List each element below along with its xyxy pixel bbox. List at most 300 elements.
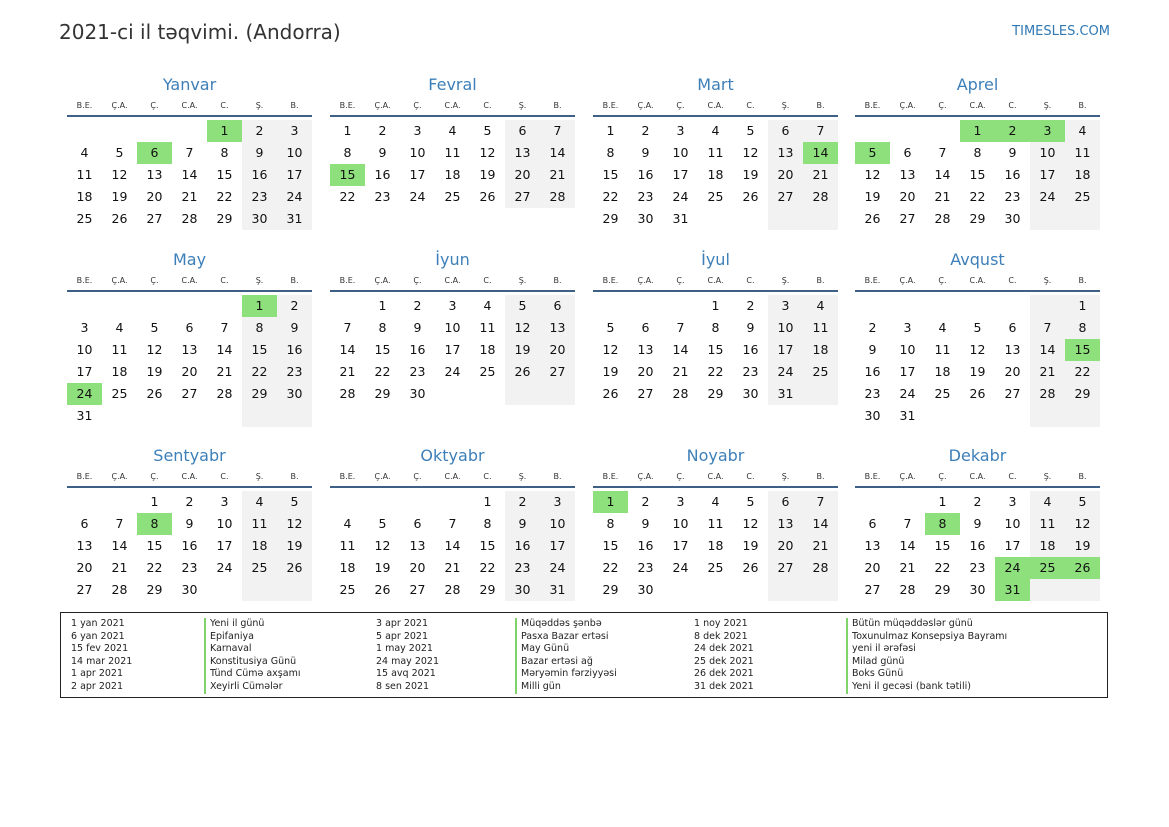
day-cell: 27 bbox=[146, 211, 163, 226]
day-cell: 11 bbox=[1065, 142, 1100, 164]
empty-cell bbox=[995, 295, 1030, 317]
day-cell: 4 bbox=[242, 491, 277, 513]
holiday-day-cell: 8 bbox=[137, 513, 172, 535]
day-cell: 10 bbox=[768, 317, 803, 339]
weekday-label: Ç.A. bbox=[111, 472, 128, 481]
day-cell: 27 bbox=[1004, 386, 1021, 401]
day-cell: 4 bbox=[80, 145, 89, 160]
day-cell: 26 bbox=[505, 361, 540, 383]
day-cell: 27 bbox=[899, 211, 916, 226]
month-name: Avqust bbox=[950, 250, 1005, 269]
empty-cell bbox=[960, 405, 995, 427]
weekday-label: B.E. bbox=[602, 276, 619, 285]
day-cell: 30 bbox=[637, 582, 654, 597]
empty-cell bbox=[663, 295, 698, 317]
day-cell: 2 bbox=[868, 320, 877, 335]
weekday-label: Ç. bbox=[150, 101, 159, 110]
day-cell: 8 bbox=[711, 320, 720, 335]
weekday-header bbox=[593, 97, 838, 117]
day-cell: 16 bbox=[1004, 167, 1021, 182]
day-cell: 14 bbox=[803, 513, 838, 535]
weekday-label: B.E. bbox=[602, 101, 619, 110]
legend-date: 1 may 2021 bbox=[376, 643, 433, 655]
day-cell: 17 bbox=[899, 364, 916, 379]
empty-cell bbox=[733, 579, 768, 601]
empty-cell bbox=[137, 295, 172, 317]
weekday-label: Ç.A. bbox=[637, 472, 654, 481]
weekday-label: C.A. bbox=[181, 101, 198, 110]
day-cell: 20 bbox=[864, 560, 881, 575]
day-cell: 12 bbox=[969, 342, 986, 357]
weekday-label: Ç.A. bbox=[637, 101, 654, 110]
day-cell: 15 bbox=[707, 342, 724, 357]
day-cell: 12 bbox=[479, 145, 496, 160]
empty-cell bbox=[242, 579, 277, 601]
day-cell: 9 bbox=[868, 342, 877, 357]
legend-holiday-name: yeni il ərəfəsi bbox=[846, 643, 916, 656]
weekday-header bbox=[593, 468, 838, 488]
day-cell: 2 bbox=[505, 491, 540, 513]
empty-cell bbox=[67, 491, 102, 513]
day-cell: 5 bbox=[115, 145, 124, 160]
empty-cell bbox=[890, 491, 925, 513]
weekday-label: C. bbox=[220, 276, 229, 285]
day-cell: 24 bbox=[1030, 186, 1065, 208]
empty-cell bbox=[768, 208, 803, 230]
weekday-label: Ş. bbox=[781, 276, 790, 285]
legend-holiday-name: Toxunulmaz Konsepsiya Bayramı bbox=[846, 631, 1007, 644]
day-cell: 1 bbox=[711, 298, 720, 313]
day-cell: 9 bbox=[185, 516, 194, 531]
holiday-day-cell: 31 bbox=[995, 579, 1030, 601]
day-cell: 13 bbox=[637, 342, 654, 357]
month-3 bbox=[593, 73, 838, 230]
day-cell: 19 bbox=[146, 364, 163, 379]
day-cell: 28 bbox=[540, 186, 575, 208]
day-cell: 24 bbox=[899, 386, 916, 401]
day-cell: 4 bbox=[711, 494, 720, 509]
empty-cell bbox=[1065, 579, 1100, 601]
day-cell: 4 bbox=[1030, 491, 1065, 513]
weekday-label: C.A. bbox=[707, 276, 724, 285]
day-cell: 23 bbox=[864, 386, 881, 401]
empty-cell bbox=[172, 405, 207, 427]
day-cell: 29 bbox=[216, 211, 233, 226]
day-cell: 30 bbox=[864, 408, 881, 423]
day-cell: 11 bbox=[1030, 513, 1065, 535]
day-cell: 14 bbox=[540, 142, 575, 164]
weekday-header bbox=[593, 272, 838, 292]
legend-date: 6 yan 2021 bbox=[71, 630, 125, 642]
day-cell: 24 bbox=[672, 560, 689, 575]
weekday-label: B.E. bbox=[76, 101, 93, 110]
day-cell: 8 bbox=[606, 516, 615, 531]
day-cell: 29 bbox=[479, 582, 496, 597]
day-cell: 26 bbox=[277, 557, 312, 579]
weekday-header bbox=[330, 97, 575, 117]
empty-cell bbox=[1065, 405, 1100, 427]
day-cell: 16 bbox=[409, 342, 426, 357]
month-name: Mart bbox=[697, 75, 734, 94]
day-cell: 18 bbox=[934, 364, 951, 379]
day-cell: 19 bbox=[864, 189, 881, 204]
legend-date: 14 mar 2021 bbox=[71, 655, 133, 667]
day-cell: 19 bbox=[1065, 535, 1100, 557]
day-cell: 18 bbox=[803, 339, 838, 361]
day-cell: 4 bbox=[448, 123, 457, 138]
empty-cell bbox=[435, 491, 470, 513]
day-cell: 13 bbox=[76, 538, 93, 553]
weekday-label: B.E. bbox=[339, 276, 356, 285]
day-cell: 12 bbox=[374, 538, 391, 553]
holiday-day-cell: 1 bbox=[593, 491, 628, 513]
day-cell: 25 bbox=[1065, 186, 1100, 208]
day-cell: 30 bbox=[742, 386, 759, 401]
day-cell: 10 bbox=[277, 142, 312, 164]
legend-date: 24 dek 2021 bbox=[694, 643, 754, 655]
holiday-day-cell: 1 bbox=[207, 120, 242, 142]
day-cell: 7 bbox=[220, 320, 229, 335]
day-cell: 30 bbox=[505, 579, 540, 601]
holiday-day-cell: 1 bbox=[242, 295, 277, 317]
day-cell: 25 bbox=[444, 189, 461, 204]
day-cell: 27 bbox=[864, 582, 881, 597]
weekday-label: Ç.A. bbox=[111, 101, 128, 110]
empty-cell bbox=[1065, 208, 1100, 230]
weekday-label: B.E. bbox=[864, 472, 881, 481]
month-name: May bbox=[172, 250, 207, 269]
weekday-label: Ş. bbox=[781, 472, 790, 481]
day-cell: 22 bbox=[707, 364, 724, 379]
empty-cell bbox=[102, 120, 137, 142]
day-cell: 25 bbox=[479, 364, 496, 379]
day-cell: 9 bbox=[413, 320, 422, 335]
day-cell: 21 bbox=[672, 364, 689, 379]
day-cell: 18 bbox=[1065, 164, 1100, 186]
day-cell: 14 bbox=[934, 167, 951, 182]
day-cell: 5 bbox=[746, 123, 755, 138]
day-cell: 6 bbox=[641, 320, 650, 335]
day-cell: 26 bbox=[602, 386, 619, 401]
day-cell: 16 bbox=[277, 339, 312, 361]
day-cell: 8 bbox=[378, 320, 387, 335]
day-cell: 17 bbox=[216, 538, 233, 553]
weekday-label: Ş. bbox=[518, 101, 527, 110]
day-cell: 23 bbox=[242, 186, 277, 208]
day-cell: 24 bbox=[277, 186, 312, 208]
weekday-label: B.E. bbox=[76, 276, 93, 285]
legend-holiday-name: Bazar ertəsi ağ bbox=[515, 656, 593, 669]
day-grid bbox=[855, 491, 1100, 601]
day-cell: 10 bbox=[444, 320, 461, 335]
day-cell: 12 bbox=[111, 167, 128, 182]
day-cell: 19 bbox=[505, 339, 540, 361]
day-cell: 1 bbox=[343, 123, 352, 138]
day-cell: 10 bbox=[672, 145, 689, 160]
legend-holiday-name: Xeyirli Cümələr bbox=[204, 681, 283, 694]
legend-date: 15 fev 2021 bbox=[71, 643, 129, 655]
day-cell: 1 bbox=[606, 123, 615, 138]
day-cell: 14 bbox=[339, 342, 356, 357]
weekday-label: B. bbox=[816, 472, 825, 481]
day-cell: 3 bbox=[413, 123, 422, 138]
weekday-label: C. bbox=[483, 472, 492, 481]
day-cell: 25 bbox=[339, 582, 356, 597]
month-5 bbox=[67, 248, 312, 427]
day-cell: 29 bbox=[1065, 383, 1100, 405]
day-cell: 30 bbox=[969, 582, 986, 597]
weekday-label: C.A. bbox=[444, 472, 461, 481]
weekday-label: B.E. bbox=[76, 472, 93, 481]
legend-holiday-name: Milli gün bbox=[515, 681, 561, 694]
weekday-label: Ç.A. bbox=[374, 472, 391, 481]
empty-cell bbox=[733, 208, 768, 230]
day-cell: 9 bbox=[746, 320, 755, 335]
empty-cell bbox=[1030, 208, 1065, 230]
day-cell: 8 bbox=[973, 145, 982, 160]
empty-cell bbox=[995, 405, 1030, 427]
weekday-label: B. bbox=[290, 276, 299, 285]
day-cell: 23 bbox=[637, 189, 654, 204]
day-cell: 26 bbox=[111, 211, 128, 226]
day-cell: 30 bbox=[277, 383, 312, 405]
weekday-label: C.A. bbox=[181, 276, 198, 285]
day-cell: 23 bbox=[181, 560, 198, 575]
day-cell: 26 bbox=[864, 211, 881, 226]
empty-cell bbox=[628, 295, 663, 317]
empty-cell bbox=[242, 405, 277, 427]
holiday-day-cell: 15 bbox=[330, 164, 365, 186]
day-cell: 24 bbox=[768, 361, 803, 383]
day-cell: 7 bbox=[938, 145, 947, 160]
day-cell: 18 bbox=[242, 535, 277, 557]
day-cell: 29 bbox=[374, 386, 391, 401]
day-cell: 13 bbox=[864, 538, 881, 553]
day-cell: 7 bbox=[448, 516, 457, 531]
day-cell: 29 bbox=[602, 211, 619, 226]
day-cell: 9 bbox=[505, 513, 540, 535]
day-cell: 27 bbox=[181, 386, 198, 401]
day-cell: 21 bbox=[1030, 361, 1065, 383]
day-cell: 14 bbox=[1030, 339, 1065, 361]
day-cell: 19 bbox=[277, 535, 312, 557]
holiday-legend bbox=[60, 612, 1108, 698]
day-cell: 22 bbox=[602, 189, 619, 204]
weekday-label: B.E. bbox=[602, 472, 619, 481]
holiday-day-cell: 6 bbox=[137, 142, 172, 164]
month-2 bbox=[330, 73, 575, 208]
day-cell: 29 bbox=[934, 582, 951, 597]
page-title: 2021-ci il təqvimi. (Andorra) bbox=[59, 20, 341, 44]
day-cell: 13 bbox=[409, 538, 426, 553]
day-cell: 28 bbox=[339, 386, 356, 401]
legend-date: 3 apr 2021 bbox=[376, 618, 429, 629]
day-cell: 9 bbox=[641, 145, 650, 160]
legend-date: 8 dek 2021 bbox=[694, 630, 748, 642]
weekday-label: C. bbox=[746, 276, 755, 285]
day-cell: 3 bbox=[277, 120, 312, 142]
day-cell: 4 bbox=[938, 320, 947, 335]
empty-cell bbox=[435, 383, 470, 405]
day-cell: 14 bbox=[444, 538, 461, 553]
month-6 bbox=[330, 248, 575, 405]
empty-cell bbox=[102, 295, 137, 317]
day-cell: 5 bbox=[505, 295, 540, 317]
day-cell: 21 bbox=[181, 189, 198, 204]
weekday-label: B. bbox=[1078, 276, 1087, 285]
day-cell: 12 bbox=[742, 516, 759, 531]
weekday-label: B.E. bbox=[339, 101, 356, 110]
day-cell: 13 bbox=[768, 513, 803, 535]
day-cell: 27 bbox=[768, 186, 803, 208]
weekday-label: Ş. bbox=[255, 276, 264, 285]
day-cell: 14 bbox=[899, 538, 916, 553]
day-grid bbox=[330, 120, 575, 208]
day-cell: 20 bbox=[76, 560, 93, 575]
day-cell: 2 bbox=[641, 123, 650, 138]
day-cell: 28 bbox=[934, 211, 951, 226]
empty-cell bbox=[330, 295, 365, 317]
empty-cell bbox=[593, 295, 628, 317]
empty-cell bbox=[365, 491, 400, 513]
day-cell: 18 bbox=[339, 560, 356, 575]
day-cell: 31 bbox=[899, 408, 916, 423]
empty-cell bbox=[172, 295, 207, 317]
day-cell: 8 bbox=[343, 145, 352, 160]
day-cell: 20 bbox=[768, 164, 803, 186]
legend-holiday-name: Müqəddəs şənbə bbox=[515, 618, 602, 631]
day-cell: 15 bbox=[602, 167, 619, 182]
day-cell: 9 bbox=[277, 317, 312, 339]
day-cell: 22 bbox=[1065, 361, 1100, 383]
day-cell: 16 bbox=[505, 535, 540, 557]
day-cell: 26 bbox=[146, 386, 163, 401]
day-cell: 13 bbox=[768, 142, 803, 164]
day-cell: 25 bbox=[76, 211, 93, 226]
day-cell: 11 bbox=[707, 145, 724, 160]
day-cell: 29 bbox=[146, 582, 163, 597]
weekday-header bbox=[330, 272, 575, 292]
day-grid bbox=[67, 120, 312, 230]
day-cell: 12 bbox=[864, 167, 881, 182]
weekday-label: B. bbox=[816, 276, 825, 285]
empty-cell bbox=[855, 295, 890, 317]
day-cell: 7 bbox=[903, 516, 912, 531]
day-cell: 26 bbox=[742, 189, 759, 204]
weekday-label: C.A. bbox=[969, 472, 986, 481]
day-cell: 20 bbox=[146, 189, 163, 204]
day-cell: 27 bbox=[768, 557, 803, 579]
day-cell: 21 bbox=[216, 364, 233, 379]
day-cell: 12 bbox=[602, 342, 619, 357]
day-cell: 22 bbox=[479, 560, 496, 575]
day-cell: 28 bbox=[111, 582, 128, 597]
day-cell: 31 bbox=[768, 383, 803, 405]
legend-holiday-name: Yeni il gecəsi (bank tətili) bbox=[846, 681, 971, 694]
empty-cell bbox=[102, 405, 137, 427]
day-cell: 8 bbox=[242, 317, 277, 339]
day-cell: 13 bbox=[505, 142, 540, 164]
weekday-label: B. bbox=[1078, 472, 1087, 481]
day-cell: 3 bbox=[903, 320, 912, 335]
day-cell: 22 bbox=[969, 189, 986, 204]
day-cell: 10 bbox=[1030, 142, 1065, 164]
day-cell: 27 bbox=[637, 386, 654, 401]
site-brand-link[interactable]: TIMESLES.COM bbox=[1012, 24, 1110, 39]
weekday-label: Ç. bbox=[938, 276, 947, 285]
day-cell: 2 bbox=[973, 494, 982, 509]
day-cell: 7 bbox=[115, 516, 124, 531]
legend-holiday-name: Yeni il günü bbox=[204, 618, 264, 631]
weekday-label: Ç. bbox=[150, 472, 159, 481]
day-cell: 23 bbox=[374, 189, 391, 204]
day-cell: 6 bbox=[868, 516, 877, 531]
day-cell: 1 bbox=[483, 494, 492, 509]
day-cell: 11 bbox=[707, 516, 724, 531]
weekday-label: Ç. bbox=[676, 276, 685, 285]
day-cell: 13 bbox=[1004, 342, 1021, 357]
day-cell: 27 bbox=[76, 582, 93, 597]
empty-cell bbox=[803, 383, 838, 405]
weekday-label: Ş. bbox=[781, 101, 790, 110]
day-cell: 7 bbox=[343, 320, 352, 335]
day-cell: 9 bbox=[242, 142, 277, 164]
weekday-label: Ç. bbox=[413, 101, 422, 110]
empty-cell bbox=[803, 579, 838, 601]
day-cell: 2 bbox=[746, 298, 755, 313]
month-name: Fevral bbox=[428, 75, 477, 94]
day-cell: 28 bbox=[672, 386, 689, 401]
day-cell: 13 bbox=[899, 167, 916, 182]
day-cell: 16 bbox=[864, 364, 881, 379]
day-cell: 7 bbox=[803, 491, 838, 513]
day-cell: 9 bbox=[641, 516, 650, 531]
day-cell: 28 bbox=[216, 386, 233, 401]
day-cell: 15 bbox=[602, 538, 619, 553]
weekday-label: C. bbox=[1008, 472, 1017, 481]
empty-cell bbox=[768, 579, 803, 601]
day-cell: 20 bbox=[540, 339, 575, 361]
day-cell: 5 bbox=[606, 320, 615, 335]
day-cell: 7 bbox=[1030, 317, 1065, 339]
day-cell: 11 bbox=[111, 342, 128, 357]
day-cell: 8 bbox=[483, 516, 492, 531]
day-grid bbox=[593, 120, 838, 230]
day-cell: 12 bbox=[146, 342, 163, 357]
day-cell: 12 bbox=[277, 513, 312, 535]
day-cell: 4 bbox=[483, 298, 492, 313]
day-cell: 23 bbox=[277, 361, 312, 383]
day-cell: 5 bbox=[378, 516, 387, 531]
day-cell: 29 bbox=[707, 386, 724, 401]
day-cell: 10 bbox=[1004, 516, 1021, 531]
day-cell: 5 bbox=[483, 123, 492, 138]
day-cell: 17 bbox=[444, 342, 461, 357]
day-cell: 25 bbox=[707, 560, 724, 575]
day-grid bbox=[330, 491, 575, 601]
empty-cell bbox=[663, 579, 698, 601]
day-cell: 3 bbox=[220, 494, 229, 509]
legend-date: 26 dek 2021 bbox=[694, 668, 754, 680]
day-cell: 7 bbox=[540, 120, 575, 142]
holiday-day-cell: 3 bbox=[1030, 120, 1065, 142]
day-cell: 19 bbox=[111, 189, 128, 204]
day-cell: 17 bbox=[409, 167, 426, 182]
legend-holiday-name: Epifaniya bbox=[204, 631, 254, 644]
day-cell: 15 bbox=[934, 538, 951, 553]
day-cell: 4 bbox=[711, 123, 720, 138]
day-cell: 15 bbox=[146, 538, 163, 553]
